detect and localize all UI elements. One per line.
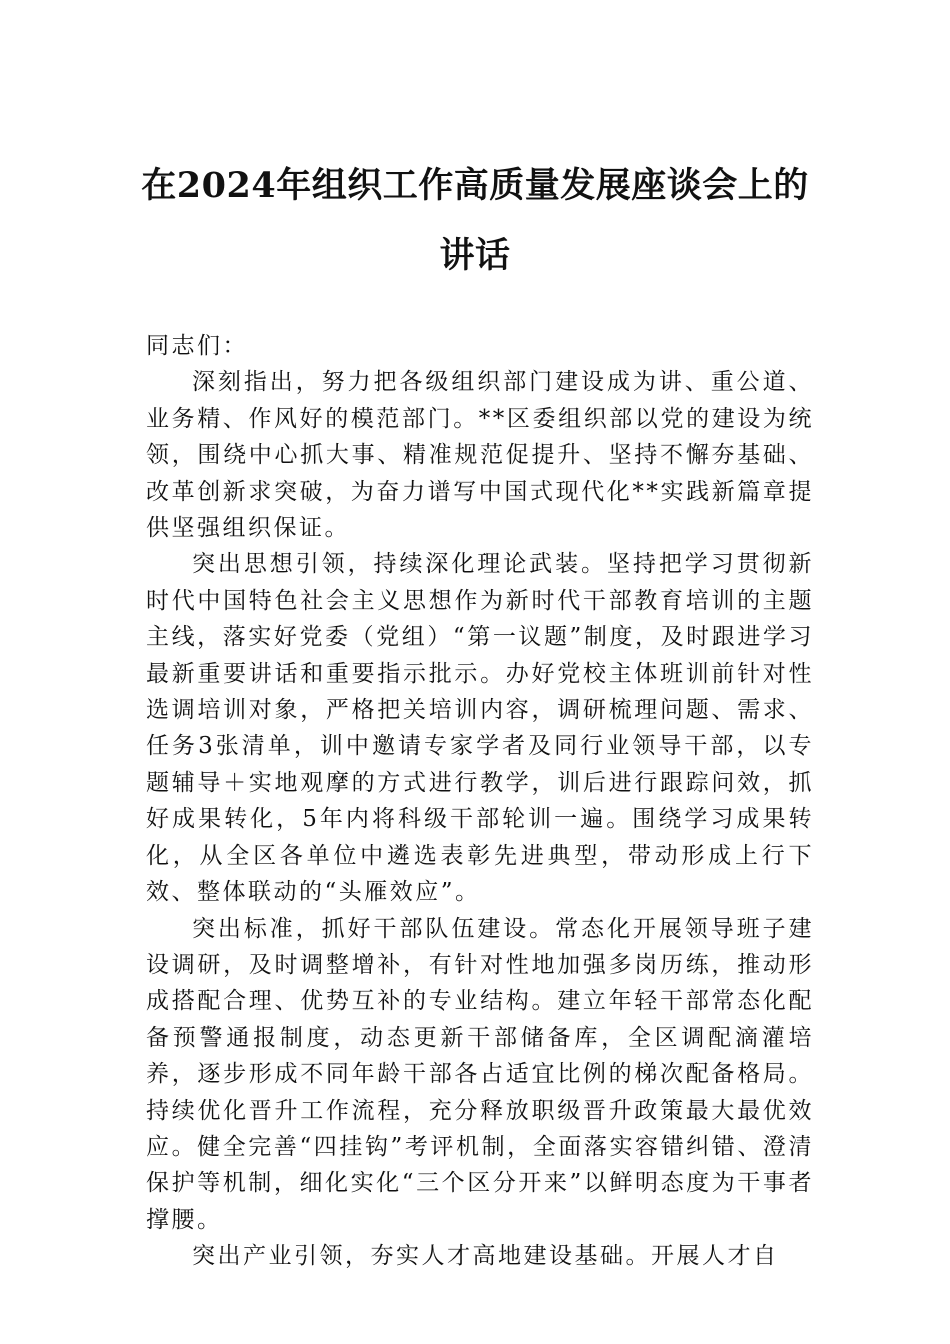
paragraph-thought-guidance	[146, 546, 814, 910]
paragraph-text: 开展人才自	[651, 1243, 779, 1270]
paragraph-intro	[146, 364, 814, 546]
document-title-line-1: 在2024年组织工作高质量发展座谈会上的	[141, 165, 809, 206]
document-title-line-2: 讲话	[439, 235, 511, 276]
document-body	[146, 328, 814, 1275]
paragraph-text: 常态化开展领导班子建设调研，及时调整增补，有针对性地加强多岗历练，推动形成搭配合理、优势互补的专业结构。建立年轻干部常态化配备预警通报制度，动态更新干部储备库，全区调配滴灌培养，逐步形成不同年龄干部各占适宜比例的梯次配备格局。持续优化晋升工作流程，充分释放职级晋升政策最大最优效应。健全完善“四挂钩”考评机制，全面落实容错纠错、澄清保护等机制，细化实化“三个区分开来”以鲜明态度为干事者撑腰。	[146, 915, 815, 1233]
paragraph-talent-highland	[146, 1238, 814, 1274]
paragraph-text: 坚持把学习贯彻新时代中国特色社会主义思想作为新时代干部教育培训的主题主线，落实好党委（党组）“第一议题”制度，及时跟进学习最新重要讲话和重要指示批示。办好党校主体班训前针对性选调培训对象，严格把关培训内容，调研梳理问题、需求、任务3张清单，训中邀请专家学者及同行业领导干部，以专题辅导＋实地观摩的方式进行教学，训后进行跟踪问效，抓好成果转化，5年内将科级干部轮训一遍。围绕学习成果转化，从全区各单位中遴选表彰先进典型，带动形成上行下效、整体联动的“头雁效应”。	[146, 551, 815, 906]
paragraph-heading: 突出标准，抓好干部队伍建设。	[192, 915, 556, 942]
paragraph-cadre-building	[146, 911, 814, 1239]
salutation: 同志们：	[146, 333, 248, 359]
paragraph-heading: 突出产业引领，夯实人才高地建设基础。	[192, 1243, 651, 1270]
paragraph-text: 深刻指出，努力把各级组织部门建设成为讲、重公道、业务精、作风好的模范部门。**区委组织部以党的建设为统领，围绕中心抓大事、精准规范促提升、坚持不懈夯基础、改革创新求突破，为奋力谱写中国式现代化**实践新篇章提供坚强组织保证。	[146, 369, 814, 542]
paragraph-heading: 突出思想引领，持续深化理论武装。	[192, 551, 607, 578]
